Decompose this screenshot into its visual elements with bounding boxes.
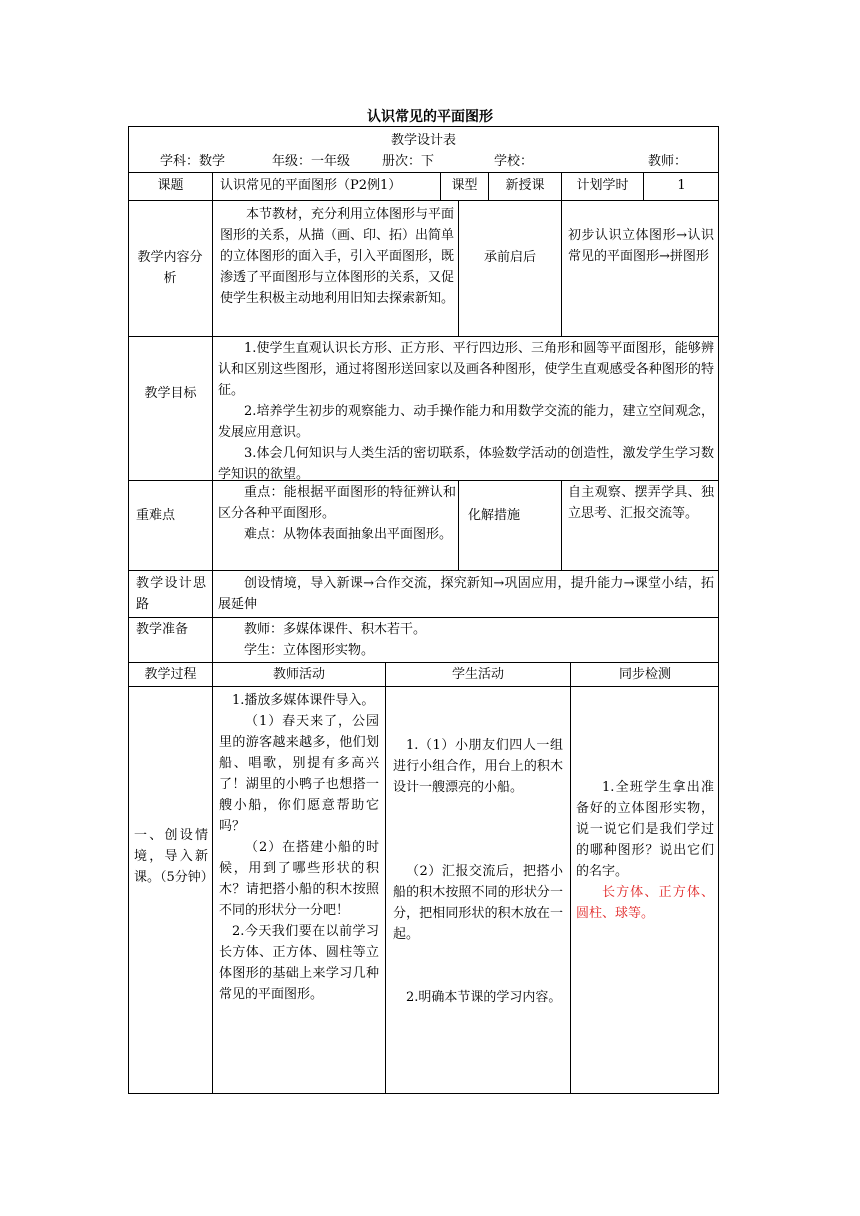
content-mid-label: 承前启后	[483, 250, 536, 265]
key-right-text: 自主观察、摆弄学具、独立思考、汇报交流等。	[568, 485, 714, 521]
goal-item: 1.使学生直观认识长方形、正方形、平行四边形、三角形和圆等平面图形，能够辨认和区别这些图形，通过将图形送回家以及画各种图形，使学生直观感受各种图形的特征。	[218, 341, 714, 398]
teacher-step: 2.今天我们要在以前学习长方体、正方体、圆柱等立体图形的基础上来学习几种常见的平面图形。	[219, 924, 379, 1002]
meta-volume: 册次：下	[382, 154, 435, 169]
type-label: 课型	[451, 178, 478, 193]
column-divider	[458, 480, 459, 570]
content-right-text: 初步认识立体图形→认识常见的平面图形→拼图形	[568, 228, 714, 264]
sync-check	[576, 777, 714, 924]
design-text: 创设情境，导入新课→合作交流，探究新知→巩固应用，提升能力→课堂小结，拓展延伸	[218, 576, 714, 612]
row-divider	[128, 570, 719, 571]
hours-value: 1	[677, 178, 686, 193]
column-divider	[458, 200, 459, 336]
prep-label: 教学准备	[136, 622, 189, 637]
key-label: 重难点	[136, 508, 176, 523]
teacher-activity	[219, 690, 379, 1005]
prep-teacher: 教师：多媒体课件、积木若干。	[244, 622, 427, 637]
goals-label: 教学目标	[144, 386, 197, 401]
student-step: 1.（1）小朋友们四人一组进行小组合作，用台上的积木设计一艘漂亮的小船。	[393, 738, 563, 795]
type-value: 新授课	[505, 178, 545, 193]
row-divider	[128, 686, 719, 687]
column-divider	[212, 172, 213, 1094]
teacher-step: （1）春天来了，公园里的游客越来越多，他们划船、唱歌，别提有多高兴了！湖里的小鸭子也想搭一艘小船，你们愿意帮助它吗？	[219, 714, 379, 834]
goals-list	[218, 338, 714, 485]
document-title: 认识常见的平面图形	[367, 109, 493, 125]
row-divider	[128, 662, 719, 663]
row-divider	[128, 172, 719, 173]
process-header-teacher: 教师活动	[272, 667, 325, 682]
prep-student: 学生：立体图形实物。	[244, 643, 375, 658]
student-step: （2）汇报交流后，把搭小船的积木按照不同的形状分一分，把相同形状的积木放在一起。	[393, 864, 563, 942]
teacher-step: （2）在搭建小船的时候，用到了哪些形状的积木？请把搭小船的积木按照不同的形状分一分吧！	[219, 840, 379, 918]
key-point: 重点：能根据平面图形的特征辨认和区分各种平面图形。	[218, 485, 456, 521]
difficult-point: 难点：从物体表面抽象出平面图形。	[244, 527, 453, 542]
key-text	[218, 482, 456, 545]
check-question: 1.全班学生拿出准备好的立体图形实物，说一说它们是我们学过的哪种图形？说出它们的名字。	[576, 780, 714, 879]
process-header-check: 同步检测	[618, 667, 671, 682]
process-header-student: 学生活动	[451, 667, 504, 682]
column-divider	[561, 480, 562, 570]
row-divider	[128, 200, 719, 201]
content-label: 教学内容分析	[137, 250, 203, 286]
process-stage: 一、创设情境，导入新课。（5分钟）	[134, 828, 214, 885]
row-divider	[128, 336, 719, 337]
design-label: 教学设计思路	[136, 576, 206, 612]
topic-value: 认识常见的平面图形（P2例1）	[220, 178, 402, 193]
topic-label: 课题	[157, 178, 184, 193]
meta-grade: 年级：一年级	[272, 154, 351, 169]
student-activity	[393, 735, 563, 1008]
process-header-stage: 教学过程	[144, 667, 197, 682]
meta-teacher: 教师：	[648, 154, 688, 169]
meta-school: 学校：	[494, 154, 534, 169]
column-divider	[385, 662, 386, 1094]
goal-item: 2.培养学生初步的观察能力、动手操作能力和用数学交流的能力，建立空间观念，发展应用意识。	[218, 404, 714, 440]
column-divider	[561, 172, 562, 336]
table-title: 教学设计表	[390, 133, 456, 148]
prep-text	[218, 619, 714, 661]
content-text: 本节教材，充分利用立体图形与平面图形的关系，从描（画、印、拓）出简单的立体图形的面入手，引入平面图形，既渗透了平面图形与立体图形的关系，又促使学生积极主动地利用旧知去探索新知。	[220, 207, 455, 306]
teacher-step: 1.播放多媒体课件导入。	[232, 693, 375, 708]
key-mid-label: 化解措施	[468, 508, 521, 523]
column-divider	[570, 662, 571, 1094]
meta-subject: 学科：数学	[160, 154, 226, 169]
row-divider	[128, 617, 719, 618]
hours-label: 计划学时	[576, 178, 629, 193]
goal-item: 3.体会几何知识与人类生活的密切联系，体验数学活动的创造性，激发学生学习数学知识的欲望。	[218, 446, 714, 482]
student-step: 2.明确本节课的学习内容。	[406, 990, 562, 1005]
check-answer: 长方体、正方体、圆柱、球等。	[576, 885, 714, 921]
